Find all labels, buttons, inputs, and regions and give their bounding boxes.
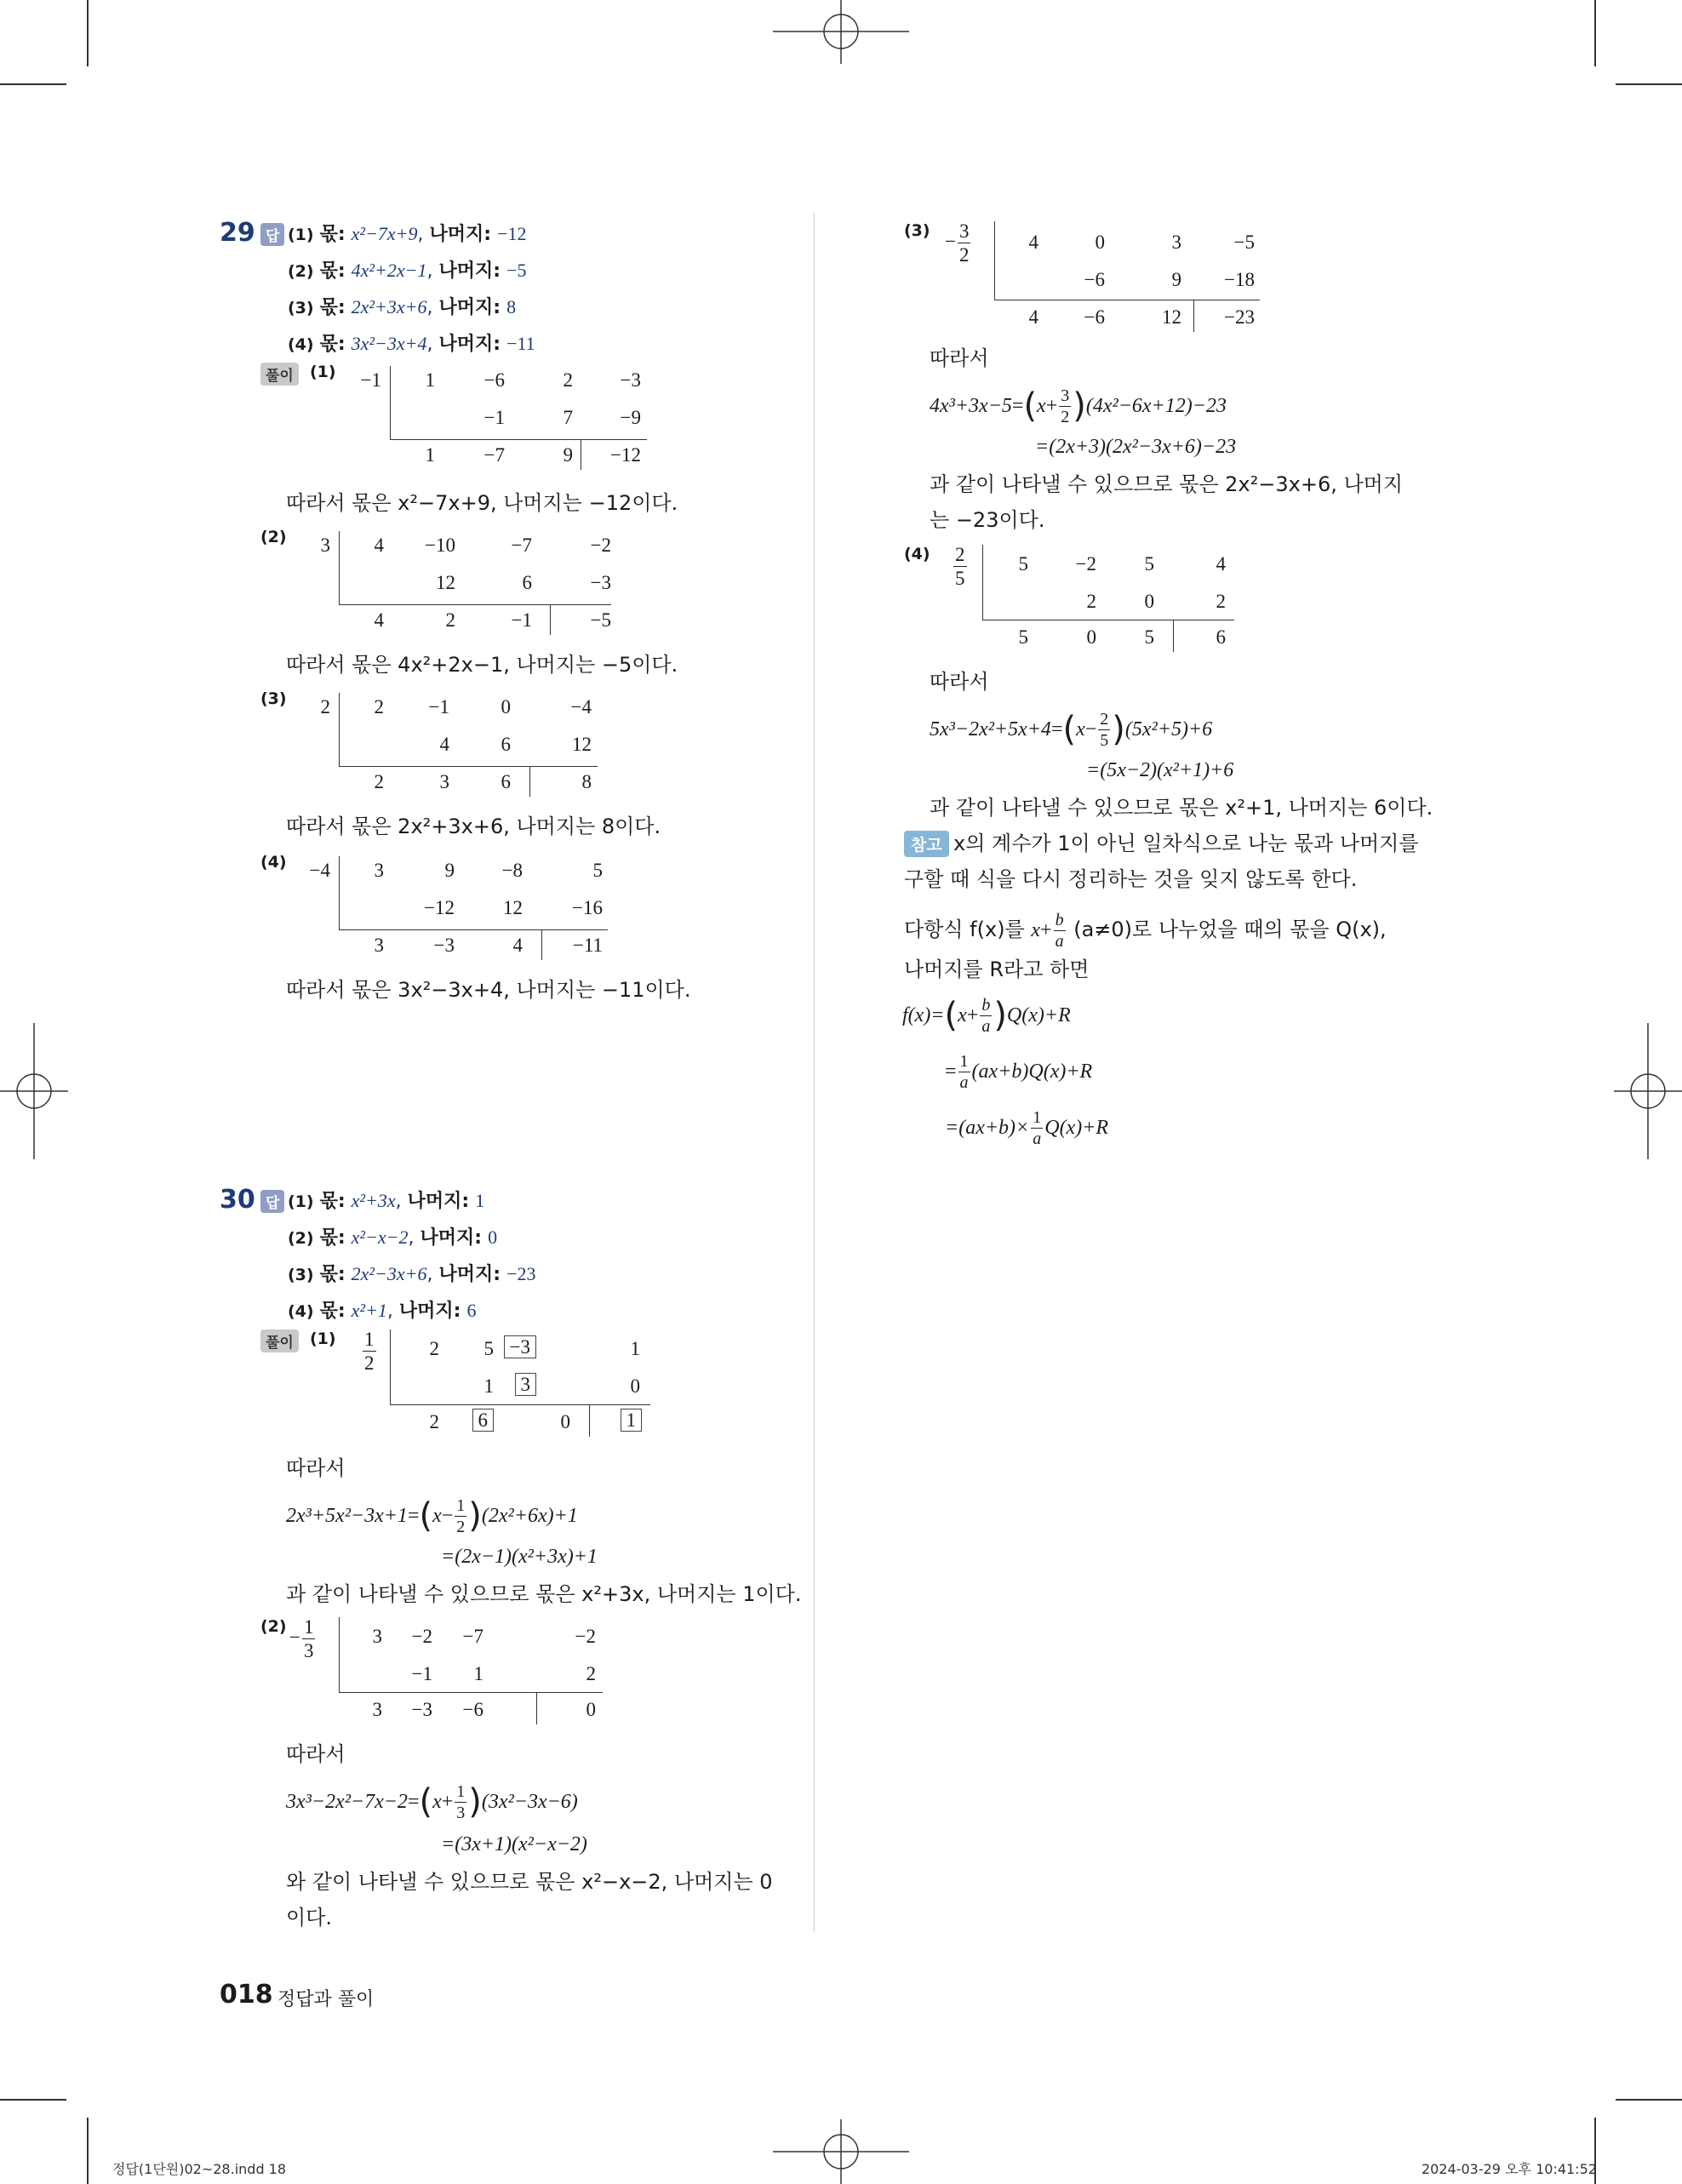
cell: 5 [483, 1338, 494, 1359]
crop-mark [87, 2118, 89, 2184]
cell: 1 [473, 1663, 483, 1684]
cell: 0 [1095, 232, 1105, 253]
cell: 3 [372, 1699, 382, 1720]
solution-badge: 풀이 [260, 363, 299, 386]
cell: −3 [433, 935, 455, 956]
cell: 6 [501, 734, 511, 755]
cell: −3 [590, 572, 611, 593]
conclusion: 따라서 몫은 3x²−3x+4, 나머지는 −11이다. [286, 978, 691, 1002]
registration-mark-icon [773, 0, 909, 64]
cell: 6 [501, 771, 511, 792]
cell: −2 [590, 535, 611, 556]
part-label: (2) [260, 528, 287, 546]
cell: −9 [620, 407, 641, 428]
cell: −11 [572, 935, 603, 956]
cell: 5 [1018, 626, 1028, 648]
conclusion: 는 −23이다. [930, 508, 1045, 532]
registration-mark-icon [0, 1023, 68, 1159]
cell: 0 [586, 1699, 596, 1720]
cell: 1 [425, 444, 435, 466]
equation-line: =(3x+1)(x²−x−2) [441, 1833, 587, 1855]
cell: −7 [511, 535, 532, 556]
page-number: 018 [220, 1980, 273, 2010]
synthetic-division [289, 856, 621, 967]
answer-list [288, 216, 535, 363]
part-label: (1) [310, 1329, 336, 1348]
cell: −1 [483, 407, 505, 428]
cell: 1 [483, 1375, 494, 1397]
divisor: $\frac{1}{2}$ [364, 1329, 375, 1374]
answer-badge: 답 [260, 1190, 284, 1213]
divisor: 3 [320, 535, 330, 556]
cell: 5 [1144, 626, 1154, 648]
cell: 4 [374, 535, 384, 556]
answer-item: (3) 몫: 2x²+3x+6, 나머지: 8 [288, 296, 517, 318]
cell: 4 [1028, 232, 1038, 253]
footer-file: 정답(1단원)02~28.indd 18 [112, 2161, 287, 2177]
question-number: 29 [220, 218, 255, 248]
crop-mark [1616, 2099, 1682, 2101]
synthetic-division [340, 366, 655, 477]
cell: −12 [424, 897, 455, 918]
synthetic-division [289, 531, 621, 642]
cell: 2 [445, 609, 455, 631]
registration-mark-icon [1614, 1023, 1682, 1159]
cell: 5 [1144, 553, 1154, 575]
cell: −5 [1233, 232, 1255, 253]
equation-line: 4x³+3x−5=(x+ $\frac{3}{2}$ )(4x²−6x+12)−23 [930, 386, 1227, 426]
cell: 5 [592, 860, 603, 881]
solution-badge: 풀이 [260, 1329, 299, 1352]
cell: 0 [1144, 591, 1154, 612]
cell: −6 [1084, 306, 1105, 328]
answer-item: (1) 몫: x²−7x+9, 나머지: −12 [288, 223, 527, 245]
cell: 3 [1171, 232, 1181, 253]
cell: 2 [374, 771, 384, 792]
equation-line: =(2x−1)(x²+3x)+1 [441, 1546, 598, 1568]
note-equation: f(x)=(x+ $\frac{b}{a}$ )Q(x)+R [902, 995, 1071, 1036]
answer-badge: 답 [260, 223, 284, 246]
cell: 2 [429, 1338, 439, 1359]
cell: 2 [1216, 591, 1226, 612]
divisor: −1 [360, 369, 381, 391]
answer-item: (4) 몫: 3x²−3x+4, 나머지: −11 [288, 333, 535, 355]
cell: −2 [1075, 553, 1096, 575]
conclusion: 따라서 몫은 x²−7x+9, 나머지는 −12이다. [286, 491, 678, 515]
cell: 2 [586, 1663, 596, 1684]
cell: 3 [374, 860, 384, 881]
cell: 4 [1216, 553, 1226, 575]
cell: 0 [501, 696, 511, 718]
crop-mark [1616, 83, 1682, 85]
cell: −3 [620, 369, 641, 391]
cell: −2 [575, 1626, 596, 1647]
part-label: (3) [260, 689, 287, 708]
cell: −1 [428, 696, 449, 718]
cell: 0 [630, 1375, 640, 1397]
cell: 12 [572, 734, 592, 755]
synthetic-division [289, 693, 621, 803]
cell: 9 [1171, 269, 1181, 290]
part-label: (4) [904, 545, 930, 563]
cell: −23 [1224, 306, 1255, 328]
cell: 2 [1086, 591, 1096, 612]
answer-item: (2) 몫: 4x²+2x−1, 나머지: −5 [288, 260, 527, 282]
cell: −8 [501, 860, 523, 881]
note-text: x의 계수가 1이 아닌 일차식으로 나눈 몫과 나머지를 [953, 832, 1419, 855]
divisor: $\frac{2}{5}$ [955, 544, 965, 589]
cell: −6 [483, 369, 505, 391]
cell: −7 [483, 444, 505, 466]
cell: −18 [1224, 269, 1255, 290]
cell: 6 [434, 1409, 494, 1432]
conclusion: 와 같이 나타낼 수 있으므로 몫은 x²−x−2, 나머지는 0 [286, 1870, 773, 1894]
cell: 4 [1028, 306, 1038, 328]
cell: 4 [512, 935, 523, 956]
cell: −7 [462, 1626, 483, 1647]
cell: 2 [563, 369, 573, 391]
part-label: (4) [260, 853, 287, 872]
cell: 1 [630, 1338, 640, 1359]
cell: 5 [1018, 553, 1028, 575]
divisor: − $\frac{1}{3}$ [289, 1616, 314, 1661]
conclusion: 이다. [286, 1906, 332, 1930]
cell: 4 [439, 734, 449, 755]
cell: 0 [1086, 626, 1096, 648]
registration-mark-icon [773, 2119, 909, 2184]
part-label: (2) [260, 1617, 287, 1636]
note-text: 구할 때 식을 다시 정리하는 것을 잊지 않도록 한다. [904, 867, 1358, 891]
cell: −3 [477, 1336, 536, 1358]
conclusion: 과 같이 나타낼 수 있으므로 몫은 x²+1, 나머지는 6이다. [930, 796, 1433, 820]
cell: 1 [425, 369, 435, 391]
crop-mark [0, 83, 66, 85]
cell: −6 [1084, 269, 1105, 290]
cell: 2 [429, 1411, 439, 1432]
divisor: 2 [320, 696, 330, 718]
cell: 2 [374, 696, 384, 718]
cell: −1 [511, 609, 532, 631]
equation-line: 3x³−2x²−7x−2=(x+ $\frac{1}{3}$ )(3x²−3x−6) [286, 1781, 578, 1822]
answer-item: (2) 몫: x²−x−2, 나머지: 0 [288, 1226, 498, 1249]
cell: 3 [439, 771, 449, 792]
part-label: (3) [904, 221, 930, 240]
equation-line: 2x³+5x²−3x+1=(x− $\frac{1}{2}$ )(2x²+6x)+1 [286, 1495, 578, 1536]
synthetic-division [349, 1329, 655, 1444]
conclusion: 따라서 몫은 2x²+3x+6, 나머지는 8이다. [286, 815, 661, 838]
note-text: 나머지를 R라고 하면 [904, 958, 1090, 981]
cell: 8 [581, 771, 592, 792]
conclusion: 과 같이 나타낼 수 있으므로 몫은 2x²−3x+6, 나머지 [930, 472, 1404, 496]
crop-mark [0, 2099, 66, 2101]
cell: −6 [462, 1699, 483, 1720]
note-text: 다항식 f(x)를 x+ $\frac{b}{a}$ (a≠0)로 나누었을 때의 몫을 Q(x), [904, 910, 1387, 951]
cell: 3 [374, 935, 384, 956]
cell: 6 [522, 572, 532, 593]
cell: 0 [560, 1411, 570, 1432]
part-label: (1) [310, 363, 336, 381]
cell: 4 [374, 609, 384, 631]
crop-mark [1594, 0, 1596, 66]
note-equation: =(ax+b)× $\frac{1}{a}$ Q(x)+R [945, 1107, 1109, 1148]
footer-timestamp: 2024-03-29 오후 10:41:52 [1422, 2161, 1597, 2177]
cell: −3 [411, 1699, 432, 1720]
note-badge: 참고 [904, 831, 949, 857]
cell: 12 [503, 897, 523, 918]
cell: −12 [610, 444, 641, 466]
divisor: −4 [309, 860, 330, 881]
note-equation: = $\frac{1}{a}$ (ax+b)Q(x)+R [945, 1051, 1093, 1092]
equation-line: =(5x−2)(x²+1)+6 [1086, 759, 1234, 781]
conclusion: 따라서 몫은 4x²+2x−1, 나머지는 −5이다. [286, 653, 678, 677]
conclusion: 과 같이 나타낼 수 있으므로 몫은 x²+3x, 나머지는 1이다. [286, 1582, 802, 1606]
cell: 3 [372, 1626, 382, 1647]
equation-line: 5x³−2x²+5x+4=(x− $\frac{2}{5}$ )(5x²+5)+6 [930, 709, 1213, 750]
answer-item: (3) 몫: 2x²−3x+6, 나머지: −23 [288, 1263, 536, 1285]
answer-item: (1) 몫: x²+3x, 나머지: 1 [288, 1190, 485, 1212]
cell: 9 [444, 860, 455, 881]
synthetic-division [943, 221, 1275, 336]
cell: −10 [425, 535, 455, 556]
question-number: 30 [220, 1185, 255, 1215]
cell: −2 [411, 1626, 432, 1647]
answer-list [288, 1183, 536, 1329]
therefore-label: 따라서 [930, 346, 989, 370]
cell: 7 [563, 407, 573, 428]
therefore-label: 따라서 [286, 1456, 346, 1480]
answer-item: (4) 몫: x²+1, 나머지: 6 [288, 1300, 477, 1322]
cell: 12 [436, 572, 455, 593]
page-section-label: 정답과 풀이 [277, 1989, 375, 2010]
synthetic-division [943, 545, 1258, 660]
cell: 1 [582, 1409, 642, 1432]
cell: −16 [572, 897, 603, 918]
cell: −4 [570, 696, 592, 718]
divisor: − $\frac{3}{2}$ [945, 220, 970, 266]
synthetic-division [288, 1617, 620, 1732]
cell: −5 [590, 609, 611, 631]
equation-line: =(2x+3)(2x²−3x+6)−23 [1035, 436, 1237, 458]
cell: 6 [1216, 626, 1226, 648]
therefore-label: 따라서 [930, 670, 989, 694]
cell: 3 [477, 1374, 536, 1396]
crop-mark [87, 0, 89, 66]
cell: 12 [1162, 306, 1181, 328]
therefore-label: 따라서 [286, 1742, 346, 1766]
column-divider [814, 213, 815, 1932]
cell: 9 [563, 444, 573, 466]
cell: −1 [411, 1663, 432, 1684]
